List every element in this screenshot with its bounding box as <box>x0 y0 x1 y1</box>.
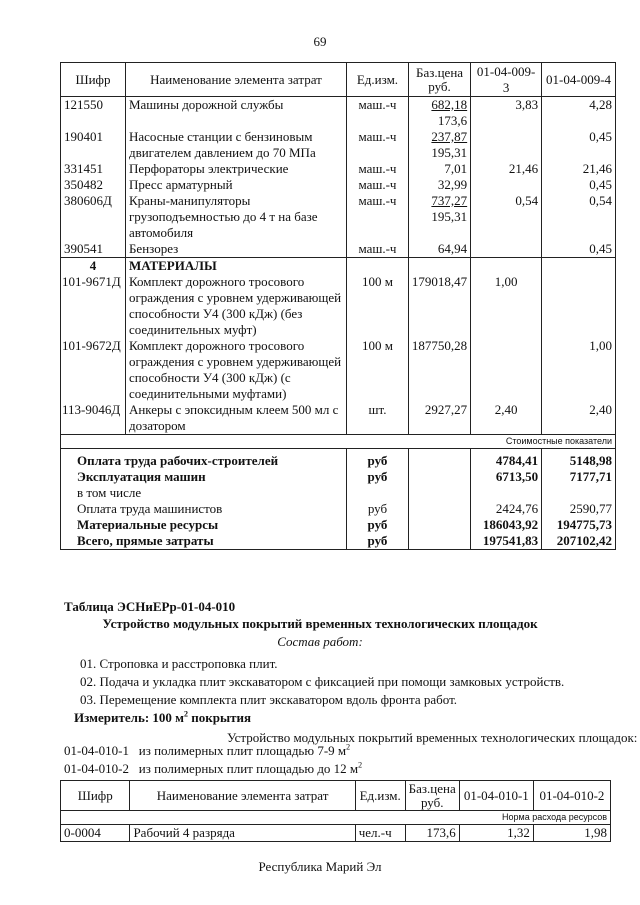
table-label: Таблица ЭСНиЕРр-01-04-010 <box>64 599 236 614</box>
row-code: 101-9672Д <box>61 338 126 402</box>
t2-header-price: Баз.цена руб. <box>405 781 459 811</box>
total-value-2 <box>542 485 616 501</box>
row-unit: 100 м <box>347 338 409 402</box>
table-row <box>61 193 616 241</box>
row-name <box>125 161 346 177</box>
row-code: 121550 <box>61 97 126 130</box>
header-unit: Ед.изм. <box>347 63 409 97</box>
table-row <box>61 161 616 177</box>
t2-header-col2: 01-04-010-2 <box>533 781 610 811</box>
total-row <box>61 533 616 550</box>
section-name: МАТЕРИАЛЫ <box>125 258 346 275</box>
description: Устройство модульных покрытий временных технологических площадок: <box>227 730 638 745</box>
row-name-line: Перфораторы электрические <box>128 161 289 176</box>
row-value-2: 0,45 <box>542 241 616 258</box>
row-value-1 <box>471 338 542 402</box>
header-price: Баз.цена руб. <box>408 63 470 97</box>
header-code: Шифр <box>61 63 126 97</box>
total-name: в том числе <box>61 485 347 501</box>
total-name: Оплата труда машинистов <box>61 501 347 517</box>
row-name-line: ограждения с уровнем удерживающей <box>128 354 342 369</box>
row-name <box>125 177 346 193</box>
header-col1: 01-04-009-3 <box>471 63 542 97</box>
t2-header-col1: 01-04-010-1 <box>459 781 533 811</box>
row-name-line: Машины дорожной службы <box>128 97 284 112</box>
t2-val2: 1,98 <box>533 825 610 842</box>
row-name-line: способности У4 (300 кДж) (без <box>128 306 303 321</box>
cost-header-row <box>61 435 616 449</box>
total-row <box>61 469 616 485</box>
row-name <box>125 338 346 402</box>
t2-name: Рабочий 4 разряда <box>130 825 355 842</box>
row-name <box>125 402 346 435</box>
table-row <box>61 825 611 842</box>
total-unit: руб <box>347 533 409 550</box>
row-name <box>125 274 346 338</box>
row-unit: маш.-ч <box>347 241 409 258</box>
total-value-2: 2590,77 <box>542 501 616 517</box>
total-value-1: 6713,50 <box>471 469 542 485</box>
total-unit: руб <box>347 501 409 517</box>
resource-table-2 <box>60 780 611 842</box>
empty-cell <box>471 258 542 275</box>
table-row <box>61 241 616 258</box>
empty-cell <box>408 533 470 550</box>
row-name-line: Краны-манипуляторы <box>128 193 251 208</box>
row-name <box>125 97 346 130</box>
total-value-2: 5148,98 <box>542 449 616 469</box>
total-value-1 <box>471 485 542 501</box>
table-row <box>61 402 616 435</box>
total-value-2: 7177,71 <box>542 469 616 485</box>
resource-table-1 <box>60 62 616 550</box>
empty-cell <box>408 501 470 517</box>
row-name <box>125 193 346 241</box>
row-unit: маш.-ч <box>347 161 409 177</box>
row-name <box>125 129 346 161</box>
empty-cell <box>542 258 616 275</box>
t2-norm-row <box>61 811 611 825</box>
price-value: 7,01 <box>444 161 468 176</box>
header-col2: 01-04-009-4 <box>542 63 616 97</box>
price-value-2: 173,6 <box>437 113 468 128</box>
total-value-2: 207102,42 <box>542 533 616 550</box>
row-name-line: автомобиля <box>128 225 194 240</box>
t2-header-code: Шифр <box>61 781 130 811</box>
section-title: Устройство модульных покрытий временных технологических площадок <box>102 616 538 631</box>
empty-cell <box>408 469 470 485</box>
row-value-2: 2,40 <box>542 402 616 435</box>
row-code: 390541 <box>61 241 126 258</box>
row-name-line: Насосные станции с бензиновым <box>128 129 313 144</box>
row-value-2: 4,28 <box>542 97 616 130</box>
row-unit: маш.-ч <box>347 129 409 161</box>
row-name-line: Анкеры с эпоксидным клеем 500 мл с <box>128 402 339 417</box>
table-row <box>61 129 616 161</box>
variant-2: 01-04-010-2 из полимерных плит площадью до 12 $м^2$ <box>64 760 363 776</box>
row-unit: 100 м <box>347 274 409 338</box>
header-name: Наименование элемента затрат <box>125 63 346 97</box>
row-code: 350482 <box>61 177 126 193</box>
empty-cell <box>408 485 470 501</box>
total-row <box>61 485 616 501</box>
section-row <box>61 258 616 275</box>
empty-cell <box>408 258 470 275</box>
total-value-1: 197541,83 <box>471 533 542 550</box>
empty-cell <box>347 258 409 275</box>
table-header-row <box>61 63 616 97</box>
row-value-2: 0,45 <box>542 177 616 193</box>
table-row <box>61 177 616 193</box>
row-code: 113-9046Д <box>61 402 126 435</box>
row-name-line: дозатором <box>128 418 186 433</box>
total-value-1: 4784,41 <box>471 449 542 469</box>
step-1: 01. Строповка и расстроповка плит. <box>80 656 278 671</box>
composition-heading: Состав работ: <box>277 634 363 649</box>
row-name-line: Бензорез <box>128 241 179 256</box>
step-2: 02. Подача и укладка плит экскаватором с фиксацией при помощи замковых устройств. <box>80 674 565 689</box>
price-value: 737,27 <box>431 193 468 208</box>
row-name-line: способности У4 (300 кДж) (с <box>128 370 291 385</box>
row-price <box>408 193 470 241</box>
row-value-2 <box>542 274 616 338</box>
row-code: 331451 <box>61 161 126 177</box>
total-name: Оплата труда рабочих-строителей <box>61 449 347 469</box>
row-value-1: 3,83 <box>471 97 542 130</box>
total-name: Всего, прямые затраты <box>61 533 347 550</box>
row-name-line: ограждения с уровнем удерживающей <box>128 290 342 305</box>
total-name: Материальные ресурсы <box>61 517 347 533</box>
table-row <box>61 97 616 130</box>
price-value: 64,94 <box>437 241 468 256</box>
norm-header: Норма расхода ресурсов <box>61 811 611 825</box>
step-3: 03. Перемещение комплекта плит экскаватором вдоль фронта работ. <box>80 692 458 707</box>
t2-price: 173,6 <box>405 825 459 842</box>
table-row <box>61 274 616 338</box>
row-value-1: 1,00 <box>471 274 542 338</box>
row-name <box>125 241 346 258</box>
t2-header-unit: Ед.изм. <box>355 781 405 811</box>
row-code: 190401 <box>61 129 126 161</box>
total-row <box>61 517 616 533</box>
t2-header-name: Наименование элемента затрат <box>130 781 355 811</box>
row-value-1: 0,54 <box>471 193 542 241</box>
measure-unit: Измеритель: 100 $м^2$ покрытия <box>74 709 252 725</box>
total-row <box>61 501 616 517</box>
price-value: 682,18 <box>431 97 468 112</box>
row-value-1: 21,46 <box>471 161 542 177</box>
row-unit: маш.-ч <box>347 193 409 241</box>
row-value-2: 0,54 <box>542 193 616 241</box>
row-name-line: соединительных муфт) <box>128 322 257 337</box>
row-price <box>408 129 470 161</box>
row-price <box>408 241 470 258</box>
total-unit: руб <box>347 449 409 469</box>
price-value-2: 195,31 <box>431 145 468 160</box>
total-value-1: 2424,76 <box>471 501 542 517</box>
page-number: 69 <box>313 34 327 49</box>
variant-1: 01-04-010-1 из полимерных плит площадью 7-9 $м^2$ <box>64 742 351 758</box>
t2-code: 0-0004 <box>61 825 130 842</box>
row-value-1 <box>471 241 542 258</box>
row-value-2: 1,00 <box>542 338 616 402</box>
t2-unit: чел.-ч <box>355 825 405 842</box>
row-unit: шт. <box>347 402 409 435</box>
row-price <box>408 177 470 193</box>
total-name: Эксплуатация машин <box>61 469 347 485</box>
table2-header-row <box>61 781 611 811</box>
row-value-2: 0,45 <box>542 129 616 161</box>
row-value-1 <box>471 129 542 161</box>
total-value-1: 186043,92 <box>471 517 542 533</box>
row-price: 187750,28 <box>408 338 470 402</box>
row-value-1 <box>471 177 542 193</box>
cost-header: Стоимостные показатели <box>61 435 616 449</box>
price-value: 237,87 <box>431 129 468 144</box>
row-unit: маш.-ч <box>347 97 409 130</box>
total-unit: руб <box>347 469 409 485</box>
row-code: 380606Д <box>61 193 126 241</box>
price-value-2: 195,31 <box>431 209 468 224</box>
table-row <box>61 338 616 402</box>
total-row <box>61 449 616 469</box>
empty-cell <box>408 517 470 533</box>
empty-cell <box>408 449 470 469</box>
row-unit: маш.-ч <box>347 177 409 193</box>
row-value-2: 21,46 <box>542 161 616 177</box>
total-value-2: 194775,73 <box>542 517 616 533</box>
row-name-line: двигателем давлением до 70 МПа <box>128 145 316 160</box>
row-name-line: Комплект дорожного тросового <box>128 274 305 289</box>
price-value: 32,99 <box>437 177 468 192</box>
row-name-line: Пресс арматурный <box>128 177 233 192</box>
row-price: 2927,27 <box>408 402 470 435</box>
row-name-line: соединительными муфтами) <box>128 386 287 401</box>
row-price <box>408 97 470 130</box>
row-name-line: грузоподъемностью до 4 т на базе <box>128 209 318 224</box>
row-name-line: Комплект дорожного тросового <box>128 338 305 353</box>
row-price: 179018,47 <box>408 274 470 338</box>
row-code: 101-9671Д <box>61 274 126 338</box>
row-value-1: 2,40 <box>471 402 542 435</box>
total-unit <box>347 485 409 501</box>
section-code: 4 <box>61 258 126 275</box>
t2-val1: 1,32 <box>459 825 533 842</box>
footer-region: Республика Марий Эл <box>258 859 382 874</box>
row-price <box>408 161 470 177</box>
total-unit: руб <box>347 517 409 533</box>
